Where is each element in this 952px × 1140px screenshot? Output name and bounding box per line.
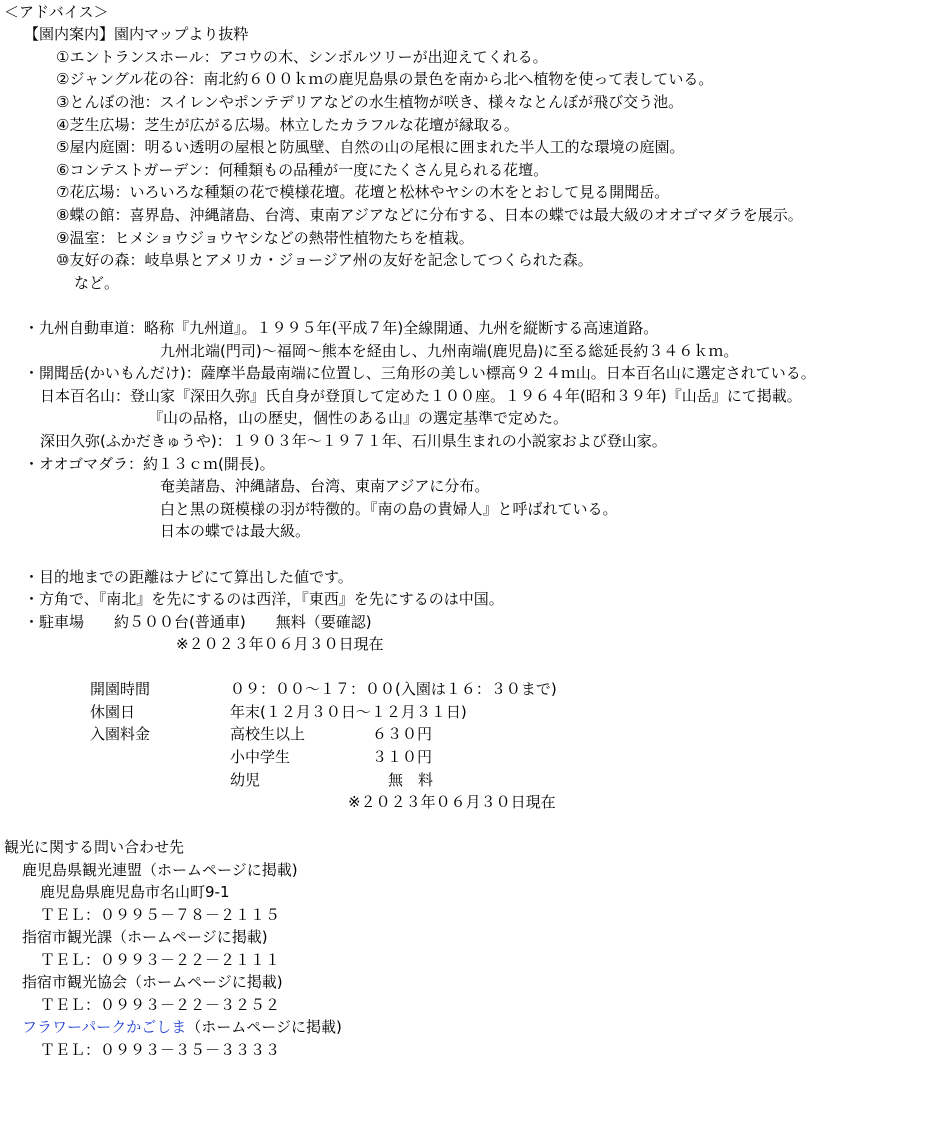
advice-header: ＜アドバイス＞	[4, 3, 109, 21]
note-kyushu-expressway: ・九州自動車道：略称『九州道』。１９９５年(平成７年)全線開通、九州を縦断する高速道路。	[24, 319, 659, 337]
contact-kagoshima-name: 鹿児島県観光連盟（ホームページに掲載)	[22, 861, 298, 879]
list-item: ①エントランスホール：アコウの木、シンボルツリーが出迎えてくれる。	[56, 48, 548, 66]
park-guide-etc: など。	[74, 274, 120, 292]
contact-kagoshima-address: 鹿児島県鹿児島市名山町9-1	[40, 883, 230, 901]
note-ogomadara-distribution: 奄美諸島、沖縄諸島、台湾、東南アジアに分布。	[160, 477, 490, 495]
list-item: ⑤屋内庭園：明るい透明の屋根と防風壁、自然の山の尾根に囲まれた半人工的な環境の庭園。	[56, 138, 685, 156]
note-direction: ・方角で、『南北』を先にするのは西洋，『東西』を先にするのは中国。	[24, 590, 504, 608]
fee-price: ３１０円	[372, 748, 433, 766]
fee-category: 小中学生	[230, 748, 291, 766]
list-item: ⑨温室：ヒメショウジョウヤシなどの熱帯性植物たちを植栽。	[56, 229, 474, 247]
note-distance: ・目的地までの距離はナビにて算出した値です。	[24, 568, 353, 586]
note-ogomadara: ・オオゴマダラ：約１３ｃｍ(開長)。	[24, 455, 275, 473]
note-ogomadara-size: 日本の蝶では最大級。	[160, 522, 311, 540]
fees-date-note: ※２０２３年０６月３０日現在	[348, 793, 556, 811]
note-kaimondake: ・開聞岳(かいもんだけ)：薩摩半島最南端に位置し、三角形の美しい標高９２４ｍ山。日本百名山に選定されている。	[24, 364, 816, 382]
note-hyakumeizan-criteria: 『山の品格，山の歴史，個性のある山』の選定基準で定めた。	[148, 409, 569, 427]
note-hyakumeizan: 日本百名山：登山家『深田久弥』氏自身が登頂して定めた１００座。１９６４年(昭和３９年)『山岳』にて掲載。	[40, 387, 802, 405]
fee-price: 無 料	[388, 771, 434, 789]
note-ogomadara-wings: 白と黒の斑模様の羽が特徴的。『南の島の貴婦人』と呼ばれている。	[160, 500, 618, 518]
fee-category: 高校生以上	[230, 725, 306, 743]
contact-kagoshima-tel: ＴＥＬ：０９９５－７８－２１１５	[40, 906, 281, 924]
open-hours-value: ０９：００～１７：００(入園は１６：３０まで)	[230, 680, 557, 698]
list-item: ⑧蝶の館：喜界島、沖縄諸島、台湾、東南アジアなどに分布する、日本の蝶では最大級のオオゴマダラを展示。	[56, 206, 803, 224]
contacts-heading: 観光に関する問い合わせ先	[4, 838, 185, 856]
list-item: ③とんぼの池：スイレンやポンテデリアなどの水生植物が咲き、様々なとんぼが飛び交う池。	[56, 93, 684, 111]
contact-ibusuki-assoc-name: 指宿市観光協会（ホームページに掲載)	[22, 973, 283, 991]
note-kyushu-expressway-detail: 九州北端(門司)～福岡～熊本を経由し、九州南端(鹿児島)に至る総延長約３４６ｋｍ。	[160, 342, 739, 360]
flower-park-suffix: （ホームページに掲載)	[186, 1018, 342, 1036]
contact-ibusuki-city-name: 指宿市観光課（ホームページに掲載)	[22, 928, 268, 946]
closed-days-value: 年末(１２月３０日～１２月３１日)	[230, 703, 467, 721]
open-hours-label: 開園時間	[90, 680, 151, 698]
contact-ibusuki-city-tel: ＴＥＬ：０９９３－２２－２１１１	[40, 951, 281, 969]
contact-ibusuki-assoc-tel: ＴＥＬ：０９９３－２２－３２５２	[40, 996, 281, 1014]
note-fukada: 深田久弥(ふかだきゅうや)：１９０３年～１９７１年、石川県生まれの小説家および登山家。	[40, 432, 667, 450]
list-item: ⑦花広場：いろいろな種類の花で模様花壇。花壇と松林やヤシの木をとおして見る開聞岳。	[56, 183, 670, 201]
note-parking: ・駐車場 約５００台(普通車) 無料（要確認)	[24, 613, 372, 631]
list-item: ④芝生広場：芝生が広がる広場。林立したカラフルな花壇が縁取る。	[56, 116, 519, 134]
flower-park-link[interactable]: フラワーパークかごしま	[22, 1018, 187, 1036]
fee-category: 幼児	[230, 771, 261, 789]
fee-price: ６３０円	[372, 725, 433, 743]
parking-date-note: ※２０２３年０６月３０日現在	[176, 635, 384, 653]
closed-days-label: 休園日	[90, 703, 136, 721]
admission-fee-label: 入園料金	[90, 725, 151, 743]
list-item: ⑥コンテストガーデン：何種類もの品種が一度にたくさん見られる花壇。	[56, 161, 549, 179]
contact-flower-park-tel: ＴＥＬ：０９９３－３５－３３３３	[40, 1041, 281, 1059]
contact-flower-park-row	[22, 1017, 342, 1037]
park-guide-heading: 【園内案内】園内マップより抜粋	[24, 25, 249, 43]
list-item: ⑩友好の森：岐阜県とアメリカ・ジョージア州の友好を記念してつくられた森。	[56, 251, 593, 269]
list-item: ②ジャングル花の谷：南北約６００ｋｍの鹿児島県の景色を南から北へ植物を使って表している。	[56, 70, 714, 88]
